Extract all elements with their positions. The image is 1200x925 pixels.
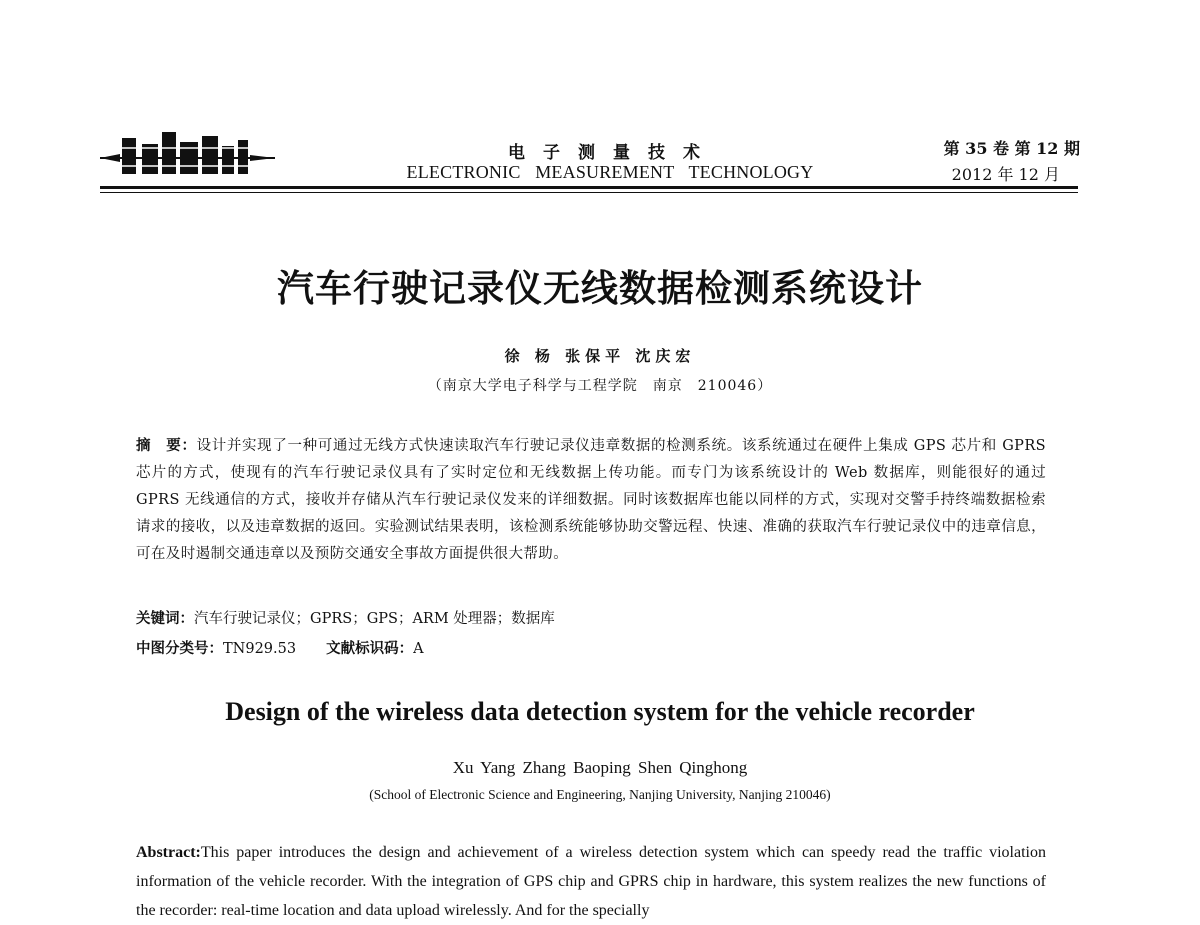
affiliation-en: (School of Electronic Science and Engineering, Nanjing University, Nanjing 210046) — [369, 787, 831, 802]
keywords-text-cn: 汽车行驶记录仪；GPRS；GPS；ARM 处理器；数据库 — [194, 611, 555, 627]
journal-logo — [100, 128, 275, 180]
journal-name-en: ELECTRONIC MEASUREMENT TECHNOLOGY — [406, 162, 814, 182]
affiliation-cn: （南京大学电子科学与工程学院 南京 210046） — [427, 378, 773, 394]
volume-issue: 第 35 卷 第 12 期 — [943, 139, 1080, 158]
doc-code-label: 文献标识码： — [326, 640, 414, 657]
abstract-cn — [136, 432, 1046, 568]
abstract-en — [136, 838, 1046, 925]
doc-code-value: A — [413, 641, 424, 657]
keywords-cn — [136, 607, 1046, 628]
article-title-cn: 汽车行驶记录仪无线数据检测系统设计 — [277, 267, 923, 310]
abstract-text-cn: 设计并实现了一种可通过无线方式快速读取汽车行驶记录仪违章数据的检测系统。该系统通过在硬件上集成 GPS 芯片和 GPRS 芯片的方式，使现有的汽车行驶记录仪具有了实时定位和无线数据上传功能。而专门为该系统设计的 Web 数据库，则能很好的通过 GPRS 无线通信的方式，接收并存储从汽车行驶记录仪发来的详细数据。同时该数据库也能以同样的方式，实现对交警手持终端数据检索请求的接收，以及违章数据的返回。实验测试结果表明，该检测系统能够协助交警远程、快速、准确的获取汽车行驶记录仪中的违章信息，可在及时遏制交通违章以及预防交通安全事故方面提供很大帮助。 — [136, 438, 1046, 562]
journal-name-cn: 电子测量技术 — [508, 143, 718, 163]
authors-en: Xu Yang Zhang Baoping Shen Qinghong — [452, 758, 748, 777]
publication-date: 2012 年 12 月 — [951, 165, 1060, 184]
abstract-text-en: This paper introduces the design and achievement of a wireless detection system which can speedy read the traffic violation information of the vehicle recorder. With the integration of GPS chip and GPRS chip in hardware, this system realizes the new functions of the recorder: real-time location and data upload wirelessly. And for the specially — [136, 844, 1046, 919]
abstract-label-cn: 摘 要： — [136, 437, 197, 454]
classification-line — [136, 637, 1046, 658]
authors-cn: 徐 杨 张保平 沈庆宏 — [504, 347, 696, 365]
header-rule-thick — [100, 186, 1078, 189]
clc-value: TN929.53 — [223, 641, 297, 657]
abstract-label-en: Abstract: — [136, 844, 201, 861]
article-title-en: Design of the wireless data detection system for the vehicle recorder — [225, 697, 975, 726]
header-rule-thin — [100, 192, 1078, 193]
clc-label: 中图分类号： — [136, 640, 223, 657]
keywords-label-cn: 关键词： — [136, 610, 194, 627]
